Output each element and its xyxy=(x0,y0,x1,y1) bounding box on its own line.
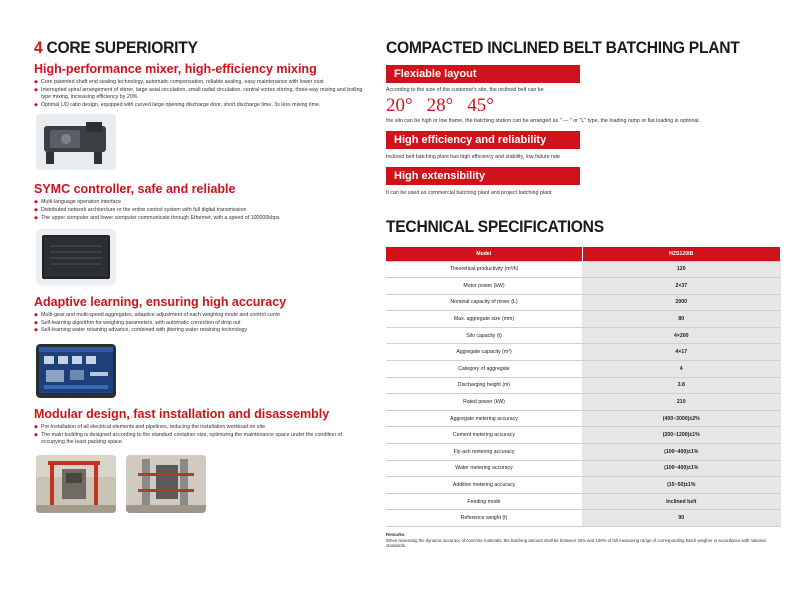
spec-value: 2000 xyxy=(582,294,781,311)
mixer-image xyxy=(36,114,116,170)
plant-installation-image xyxy=(36,455,116,513)
flexible-layout-bar: Flexiable layout xyxy=(386,65,580,83)
spec-row xyxy=(386,394,781,411)
spec-value: (400~3000)±2% xyxy=(582,410,781,427)
bullet-item: ◆ Core patented shaft end sealing technology, automatic compensation, reliable sealing, easy maintenance with lower cost xyxy=(34,79,364,87)
spec-label: Water metering accuracy xyxy=(386,460,582,477)
extensibility-bar: High extensibility xyxy=(386,167,580,185)
angle-value: 45° xyxy=(467,95,494,116)
spec-value: 120 xyxy=(582,261,781,278)
spec-row xyxy=(386,377,781,394)
adaptive-bullets xyxy=(34,312,364,335)
mixer-bullets xyxy=(34,79,364,109)
angle-value: 20° xyxy=(386,95,413,116)
spec-value: 210 xyxy=(582,394,781,411)
title-text: CORE SUPERIORITY xyxy=(42,38,198,57)
spec-value: Inclined belt xyxy=(582,493,781,510)
spec-row xyxy=(386,261,781,278)
spec-header-row xyxy=(386,247,781,261)
spec-value: 4×17 xyxy=(582,344,781,361)
plant-images-row xyxy=(36,455,364,513)
spec-row xyxy=(386,361,781,378)
spec-title: TECHNICAL SPECIFICATIONS xyxy=(386,217,604,236)
spec-value: (100~400)±1% xyxy=(582,460,781,477)
remarks-text: When assessing the dynamic accuracy of concrete materials, the batching amount shall be between 20% and 100% of full measuring range of corresponding batch weigher in accordance with national standards. xyxy=(386,537,766,549)
controller-image xyxy=(36,229,116,285)
efficiency-text: Inclined belt batching plant has high efficiency and stability, low failure rate xyxy=(386,154,561,160)
spec-row xyxy=(386,427,781,444)
modular-heading: Modular design, fast installation and disassembly xyxy=(34,406,330,421)
flexible-layout-text: According to the size of the customer's site, the inclined belt can be xyxy=(386,87,544,93)
spec-row xyxy=(386,344,781,361)
bullet-item: ◆ Self-learning water retaining advance, combined with jittering water retaining technology xyxy=(34,327,364,335)
right-column xyxy=(386,38,781,549)
spec-value: 80 xyxy=(582,311,781,328)
spec-label: Cement metering accuracy xyxy=(386,427,582,444)
spec-label: Max. aggregate size (mm) xyxy=(386,311,582,328)
layout-options-text: the silo can be high or low frame, the batching station can be arranged as " — " or "L" type, the loading ramp or flat loading is optional. xyxy=(386,118,701,124)
spec-value: 90 xyxy=(582,510,781,527)
plant-assembled-image xyxy=(126,455,206,513)
spec-header-model: Model xyxy=(386,247,582,261)
bullet-item: ◆ Multi-gear and multi-speed aggregates, adaptive adjustment of each weighing mode and control curve xyxy=(34,312,364,320)
bullet-item: ◆ Self-learning algorithm for weighing parameters, with automatic correction of drop out xyxy=(34,320,364,328)
spec-value: 2×37 xyxy=(582,278,781,295)
remarks-title: Remarks: xyxy=(386,532,406,537)
spec-label: Reference weight (t) xyxy=(386,510,582,527)
controller-heading: SYMC controller, safe and reliable xyxy=(34,182,236,197)
spec-label: Rated power (kW) xyxy=(386,394,582,411)
angle-value: 28° xyxy=(426,95,454,116)
spec-row xyxy=(386,510,781,527)
spec-header-value: HZS120IB xyxy=(582,247,781,261)
bullet-item: ◆ Distributed network architecture or the entire control system with full digital transmission xyxy=(34,207,364,215)
mixer-heading: High-performance mixer, high-efficiency mixing xyxy=(34,62,317,76)
spec-row xyxy=(386,493,781,510)
spec-row xyxy=(386,460,781,477)
plant-title: COMPACTED INCLINED BELT BATCHING PLANT xyxy=(386,38,740,57)
angle-values xyxy=(386,95,781,117)
spec-value: 3.8 xyxy=(582,377,781,394)
spec-table xyxy=(386,247,781,527)
adaptive-heading: Adaptive learning, ensuring high accuracy xyxy=(34,295,287,310)
spec-value: 4 xyxy=(582,361,781,378)
spec-label: Category of aggregate xyxy=(386,361,582,378)
spec-label: Motor power (kW) xyxy=(386,278,582,295)
spec-value: 4×200 xyxy=(582,327,781,344)
spec-label: Discharging height (m) xyxy=(386,377,582,394)
left-column xyxy=(34,38,364,513)
spec-label: Fly-ash metering accuracy xyxy=(386,444,582,461)
modular-bullets xyxy=(34,424,364,447)
spec-row xyxy=(386,444,781,461)
spec-row xyxy=(386,410,781,427)
spec-label: Silo capacity (t) xyxy=(386,327,582,344)
spec-row xyxy=(386,278,781,295)
spec-label: Nominal capacity of mixer (L) xyxy=(386,294,582,311)
bullet-item: ◆ The upper computer and lower computer communicate through Ethernet, with a speed of 100000kbps xyxy=(34,215,364,223)
bullet-item: ◆ Multi-language operation interface xyxy=(34,199,364,207)
spec-label: Feeding mode xyxy=(386,493,582,510)
bullet-item: ◆ The main building is designed according to the standard container size, optimizing the maintenance space under the condition of occupying the least packing space. xyxy=(34,432,364,447)
spec-value: (15~50)±1% xyxy=(582,477,781,494)
bullet-item: ◆ Interrupted spiral arrangement of stirrer, large axial circulation, small radial circulation, central vortex stirring, three-way mixing and boiling type mixing, increasing efficiency by 20% xyxy=(34,87,364,102)
spec-label: Aggregate metering accuracy xyxy=(386,410,582,427)
software-screen-image xyxy=(36,344,116,398)
remarks xyxy=(386,532,781,549)
efficiency-bar: High efficiency and reliability xyxy=(386,131,580,149)
spec-row xyxy=(386,294,781,311)
bullet-item: ◆ Optimal L/D ratio design, equipped with curved large opening discharge door, short discharge time, 3s less mixing time. xyxy=(34,102,364,110)
bullet-item: ◆ Pre-installation of all electrical elements and pipelines, reducing the installation workload on site xyxy=(34,424,364,432)
controller-bullets xyxy=(34,199,364,222)
spec-row xyxy=(386,327,781,344)
spec-label: Additive metering accuracy xyxy=(386,477,582,494)
spec-value: (100~400)±1% xyxy=(582,444,781,461)
spec-label: Theoretical productivity (m³/h) xyxy=(386,261,582,278)
extensibility-text: It can be used as commercial batching plant and project batching plant xyxy=(386,190,552,196)
spec-row xyxy=(386,311,781,328)
title-number: 4 xyxy=(34,38,43,57)
spec-row xyxy=(386,477,781,494)
spec-value: (200~1200)±1% xyxy=(582,427,781,444)
core-superiority-title xyxy=(34,38,338,58)
spec-label: Aggregate capacity (m³) xyxy=(386,344,582,361)
